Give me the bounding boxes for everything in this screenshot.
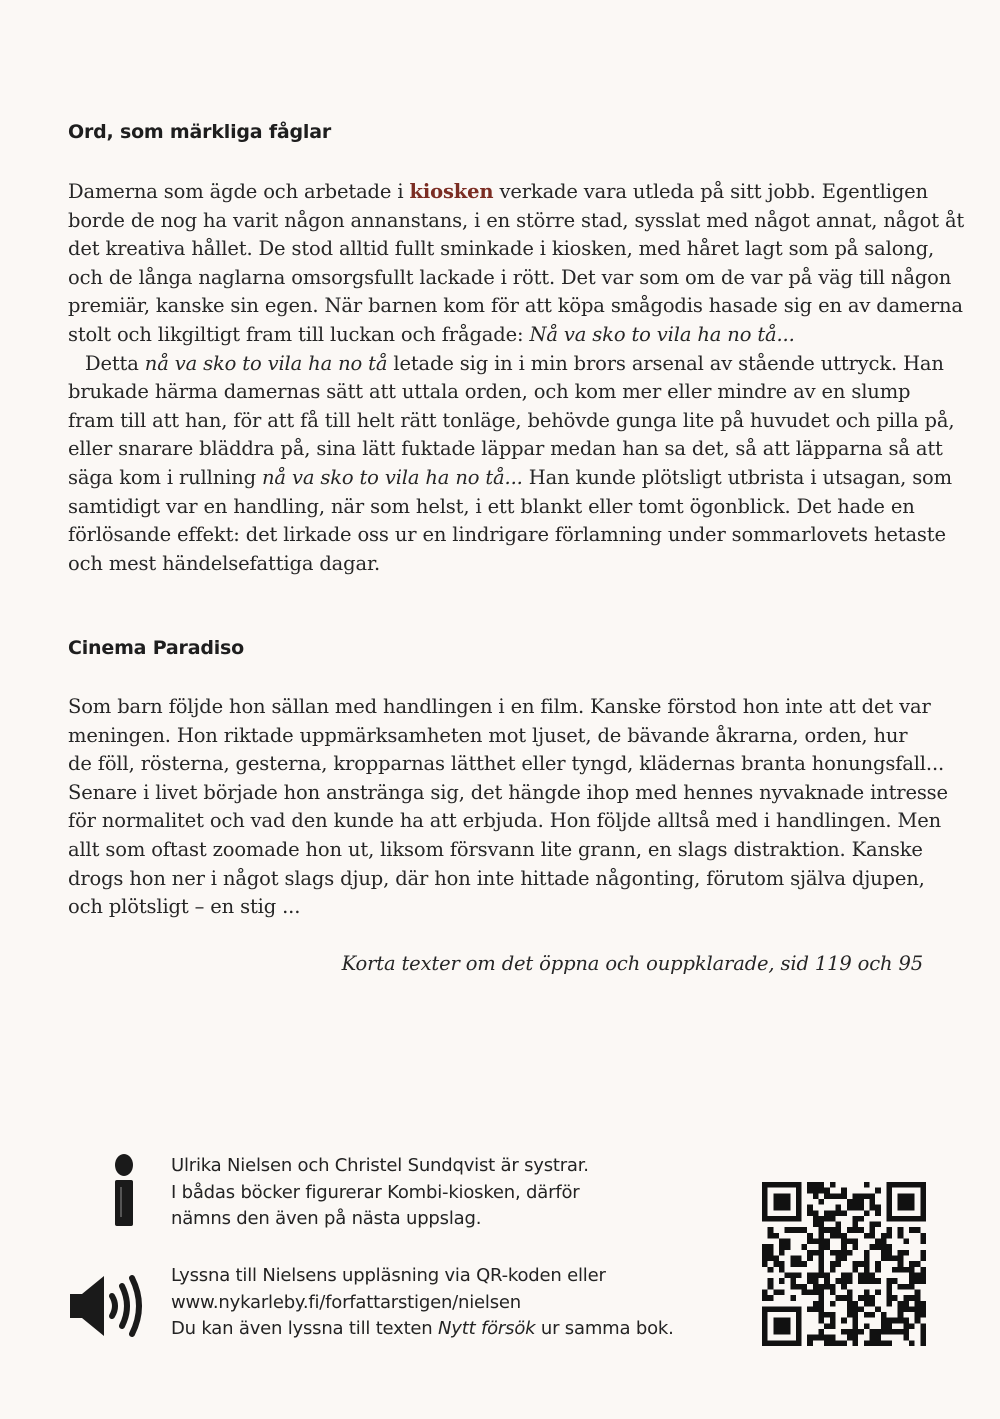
source-citation: Korta texter om det öppna och ouppklarade, sid 119 och 95 xyxy=(341,952,923,975)
info-text xyxy=(171,1153,589,1233)
text-line: Damerna som ägde och arbetade i kiosken verkade vara utleda på sitt jobb. Egentligen xyxy=(68,180,928,203)
section-heading-cinema: Cinema Paradiso xyxy=(68,637,245,659)
text-line: fram till att han, för att få till helt rätt tonläge, behövde gunga lite på huvudet och pilla på, xyxy=(68,408,955,432)
text-line: förlösande effekt: det lirkade oss ur en lindrigare förlamning under sommarlovets hetaste xyxy=(68,523,946,547)
text-line: och mest händelsefattiga dagar. xyxy=(68,551,381,575)
text-line: meningen. Hon riktade uppmärksamheten mot ljuset, de bävande åkrarna, orden, hur xyxy=(68,723,908,747)
qr-code[interactable] xyxy=(762,1182,926,1346)
text-line: och de långa naglarna omsorgsfullt lackade i rött. Det var som om de var på väg till någon xyxy=(68,265,952,289)
text-line: samtidigt var en handling, när som helst, i ett blankt eller tomt ögonblick. Det hade en xyxy=(68,494,915,518)
text-line: borde de nog ha varit någon annanstans, i en större stad, sysslat med något annat, något åt xyxy=(68,208,965,232)
info-line: Ulrika Nielsen och Christel Sundqvist är systrar. xyxy=(171,1155,589,1176)
text-line: de föll, rösterna, gesterna, kropparnas lätthet eller tyngd, klädernas branta honungsfall... xyxy=(68,752,945,776)
audio-url-link[interactable]: www.nykarleby.fi/forfattarstigen/nielsen xyxy=(171,1291,521,1313)
text-line: drogs hon ner i något slags djup, där hon inte hittade någonting, förutom själva djupen, xyxy=(68,866,925,890)
audio-line: Du kan även lyssna till texten Nytt försök ur samma bok. xyxy=(171,1318,674,1339)
info-line: nämns den även på nästa uppslag. xyxy=(171,1208,482,1229)
speaker-icon xyxy=(68,1270,146,1342)
text-line: för normalitet och vad den kunde ha att erbjuda. Hon följde alltså med i handlingen. Men xyxy=(68,809,942,833)
info-line: I bådas böcker figurerar Kombi-kiosken, därför xyxy=(171,1181,580,1203)
text-line: Detta nå va sko to vila ha no tå letade sig in i min brors arsenal av stående uttryck. Han xyxy=(85,351,944,375)
text-line: det kreativa hållet. De stod alltid fullt sminkade i kiosken, med håret lagt som på salong, xyxy=(68,237,935,261)
text-line: premiär, kanske sin egen. När barnen kom för att köpa smågodis hasade sig en av damerna xyxy=(68,294,963,318)
section-body-ord xyxy=(68,178,965,578)
text-line: eller snarare bläddra på, sina lätt fuktade läppar medan han sa det, så att läpparna så att xyxy=(68,437,943,461)
section-heading-ord: Ord, som märkliga fåglar xyxy=(68,121,332,143)
text-line: och plötsligt – en stig ... xyxy=(68,895,301,919)
text-line: säga kom i rullning nå va sko to vila ha no tå... Han kunde plötsligt utbrista i utsagan, som xyxy=(68,465,952,489)
text-line: brukade härma damernas sätt att uttala orden, och kom mer eller mindre av en slump xyxy=(68,380,911,404)
text-line: stolt och likgiltigt fram till luckan och frågade: Nå va sko to vila ha no tå... xyxy=(68,322,795,346)
audio-text xyxy=(171,1263,674,1343)
text-line: allt som oftast zoomade hon ut, liksom försvann lite grann, en slags distraktion. Kanske xyxy=(68,837,923,861)
audio-line: Lyssna till Nielsens uppläsning via QR-koden eller xyxy=(171,1265,606,1286)
section-body-cinema xyxy=(68,693,948,922)
info-icon xyxy=(108,1153,140,1227)
text-line: Senare i livet började hon anstränga sig, det hängde ihop med hennes nyvaknade intresse xyxy=(68,780,948,804)
highlight-word: kiosken xyxy=(409,180,494,203)
text-line: Som barn följde hon sällan med handlingen i en film. Kanske förstod hon inte att det var xyxy=(68,695,931,718)
